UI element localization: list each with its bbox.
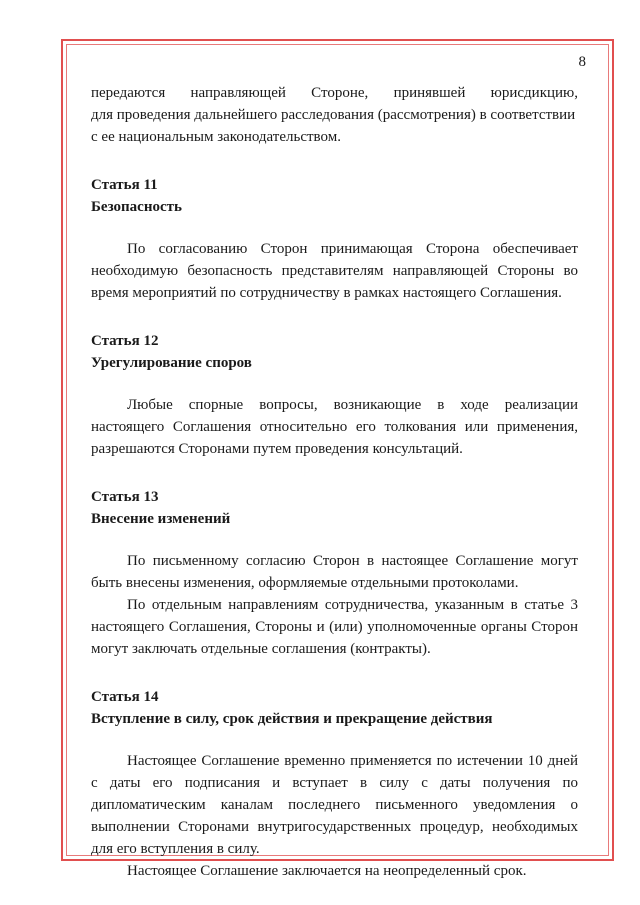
article-14-number: Статья 14 <box>91 689 159 705</box>
continued-line-1: передаются направляющей Стороне, принявшей юрисдикцию, <box>91 85 578 101</box>
article-11-paragraph-1: По согласованию Сторон принимающая Сторона обеспечивает необходимую безопасность представителям направляющей Стороны во время мероприятий по сотрудничеству в рамках настоящего Соглашения. <box>91 241 578 301</box>
article-14-title: Вступление в силу, срок действия и прекращение действия <box>91 711 493 727</box>
continued-line-2: для проведения дальнейшего расследования (рассмотрения) в соответствии <box>91 107 576 123</box>
article-13-paragraph-2: По отдельным направлениям сотрудничества, указанным в статье 3 настоящего Соглашения, Стороны и (или) уполномоченные органы Сторон могут заключать отдельные соглашения (контракты). <box>91 597 578 657</box>
article-12-paragraph-1: Любые спорные вопросы, возникающие в ходе реализации настоящего Соглашения относительно его толкования или применения, разрешаются Сторонами путем проведения консультаций. <box>91 397 578 457</box>
article-13-title: Внесение изменений <box>91 511 231 527</box>
article-13-paragraph-1: По письменному согласию Сторон в настоящее Соглашение могут быть внесены изменения, оформляемые отдельными протоколами. <box>91 553 578 591</box>
continued-paragraph <box>91 82 578 104</box>
article-13-number: Статья 13 <box>91 489 159 505</box>
continued-line-3: с ее национальным законодательством. <box>91 129 341 145</box>
page-number: 8 <box>578 54 586 70</box>
article-14-paragraph-2: Настоящее Соглашение заключается на неопределенный срок. <box>127 863 527 879</box>
article-11-number: Статья 11 <box>91 177 158 193</box>
article-14-paragraph-1: Настоящее Соглашение временно применяется по истечении 10 дней с даты его подписания и вступает в силу с даты получения по дипломатическим каналам последнего письменного уведомления о выполнении Сторонами внутригосударственных процедур, необходимых для его вступления в силу. <box>91 753 578 857</box>
document-body <box>91 82 578 882</box>
article-12-title: Урегулирование споров <box>91 355 252 371</box>
article-12-number: Статья 12 <box>91 333 159 349</box>
continued-paragraph-rest <box>91 104 578 148</box>
article-11-title: Безопасность <box>91 199 182 215</box>
